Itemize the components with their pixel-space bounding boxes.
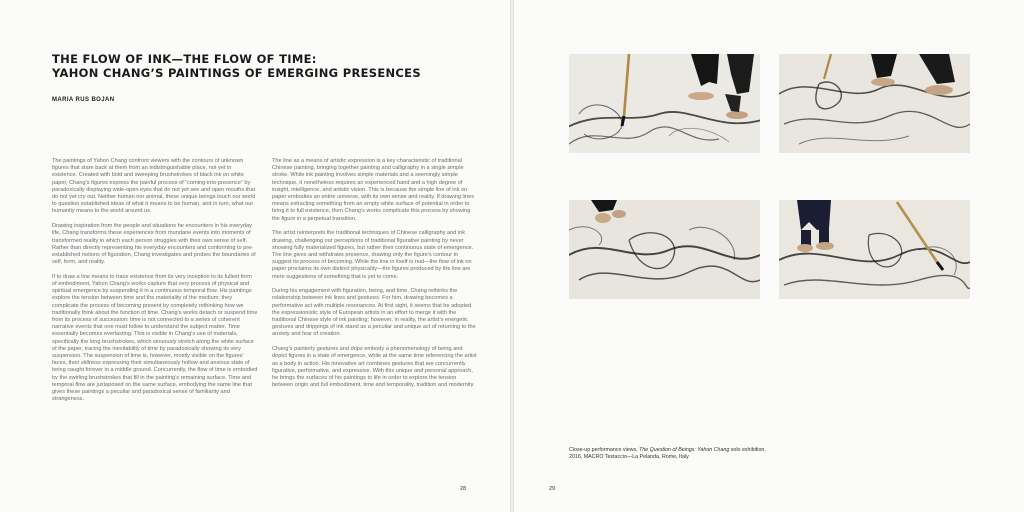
performance-photo-2 bbox=[779, 54, 970, 153]
left-page bbox=[0, 0, 510, 512]
title-line-1: THE FLOW OF INK—THE FLOW OF TIME: bbox=[52, 52, 317, 66]
page-number: 29 bbox=[549, 486, 556, 492]
paragraph: The paintings of Yahon Chang confront viewers with the contours of unknown figures that stare back at them from an indistinguishable place, not yet in existence. Created with bold and sweeping brushstrokes of black ink on white paper, Chang’s figures express the painful process of “coming-into-presence” by paradoxically displaying wide-open eyes that do not yet see and open mouths that do not yet cry out. Neither human nor animal, these unique beings touch our world to question established ideas of what it means to be human, and in turn, what our humanity means to the world around us. bbox=[52, 158, 256, 215]
caption-prefix: Close-up performance views, bbox=[569, 447, 640, 453]
paragraph: The line as a means of artistic expression is a key characteristic of traditional Chinese painting, bringing together painting and calligraphy in a single simple stroke. While ink painting involves simple materials and a seemingly simple technique, it nonetheless requires an experienced hand and a high degree of insight, intelligence, and artistic vision. This is because the simple line of ink on paper embodies an entire universe, with its own sense and reality. If drawing lines means extracting something from an empty white surface of potential in order to bring it to full existence, then Chang’s works complicate this process by showing the figure in a perpetual transition. bbox=[272, 158, 475, 222]
title-line-2: YAHON CHANG’S PAINTINGS OF EMERGING PRESENCES bbox=[52, 66, 421, 80]
author-name: MARIA RUS BOJAN bbox=[52, 97, 115, 103]
paragraph: The artist reinterprets the traditional techniques of Chinese calligraphy and ink drawing, challenging our perceptions of traditional figurative painting by never showing fully materialized figures, but rather their continuous state of emergence. The line gives and withdraws presence, drawing only the figure’s contour to suggest its process of becoming. While the line in itself is real—the flow of ink on paper proclaims its own distinct physicality—the figures produced by the line are mere suggestions of something that is yet to come. bbox=[272, 230, 474, 280]
paragraph: Chang’s painterly gestures and drips embody a phenomenology of being and depict figures in a state of emergence, while at the same time referencing the artist as a body in action. His innovative art combines gestures that are concurrently figurative, performative, and expressive. With this unique and personal approach, he brings the surfaces of his paintings to life in order to explore the tension between origin and full embodiment, time and temporality, tradition and modernity. bbox=[272, 346, 477, 389]
performance-photo-1 bbox=[569, 54, 760, 153]
paragraph: Drawing inspiration from the people and situations he encounters in his everyday life, Chang transforms these experiences from mundane events into moments of transformed reality in which each person struggles with their own sense of self. Rather than directly representing his everyday encounters and conforming to pre-established notions of figuration, Chang investigates and probes the boundaries of self, form, and reality. bbox=[52, 223, 256, 266]
caption-exhibition-title: The Question of Beings: Yahon Chang bbox=[639, 447, 730, 453]
performance-photo-3 bbox=[569, 200, 760, 299]
paragraph: If to draw a line means to trace existence from its very inception to its fullest form of embodiment, Yahon Chang’s works capture that very process of physical and spiritual emergence by suspending it in a continuous temporal flow. His paintings explore the tension between time and the materiality of the medium; they complicate the process of becoming present by completely rethinking how we traditionally think about the function of time. Chang’s works detach or suspend time from its process of succession: time is not connected to a series of coherent narrative events that one must follow to understand the subject matter. Time essentially becomes everlasting. This is visible in Chang’s use of materials, specifically the long brushstrokes, which sinuously stretch along the white surface of the paper, tracing the inevitability of time by paradoxically showing its very suspension. The suspension of time is, however, mostly visible on the figures’ faces, their stillness expressing their simultaneously hollow and anxious state of being caught forever in a middle ground. Concurrently, the flow of time is embodied by the swirling brushstrokes that fill in the painting’s remaining surface. Time and temporal flow are juxtaposed on the same surface, embodying the same line that gives these paintings a peculiar and paradoxical sense of familiarity and strangeness. bbox=[52, 273, 258, 403]
photo-caption bbox=[569, 447, 769, 461]
caption-suffix: solo exhibition, 2016, MACRO Testaccio—La Pelanda, Rome, Italy bbox=[569, 447, 766, 461]
paragraph: During his engagement with figuration, being, and time, Chang rethinks the relationship between ink lines and gestures. For him, drawing becomes a performative act with multiple resonances. At first sight, it seems that he adopted the expressionistic style of European artists in an effort to merge it with the traditional Chinese style of ink painting; however, in reality, the artist’s energetic gestures and drippings of ink stand as a peculiar and unique act of returning to the anxiety and fear of creation. bbox=[272, 288, 476, 338]
article-title bbox=[52, 52, 421, 80]
performance-photo-4 bbox=[779, 200, 970, 299]
text-column-1 bbox=[52, 158, 258, 411]
text-column-2 bbox=[272, 158, 478, 397]
right-page bbox=[514, 0, 1024, 512]
page-number: 28 bbox=[460, 486, 467, 492]
